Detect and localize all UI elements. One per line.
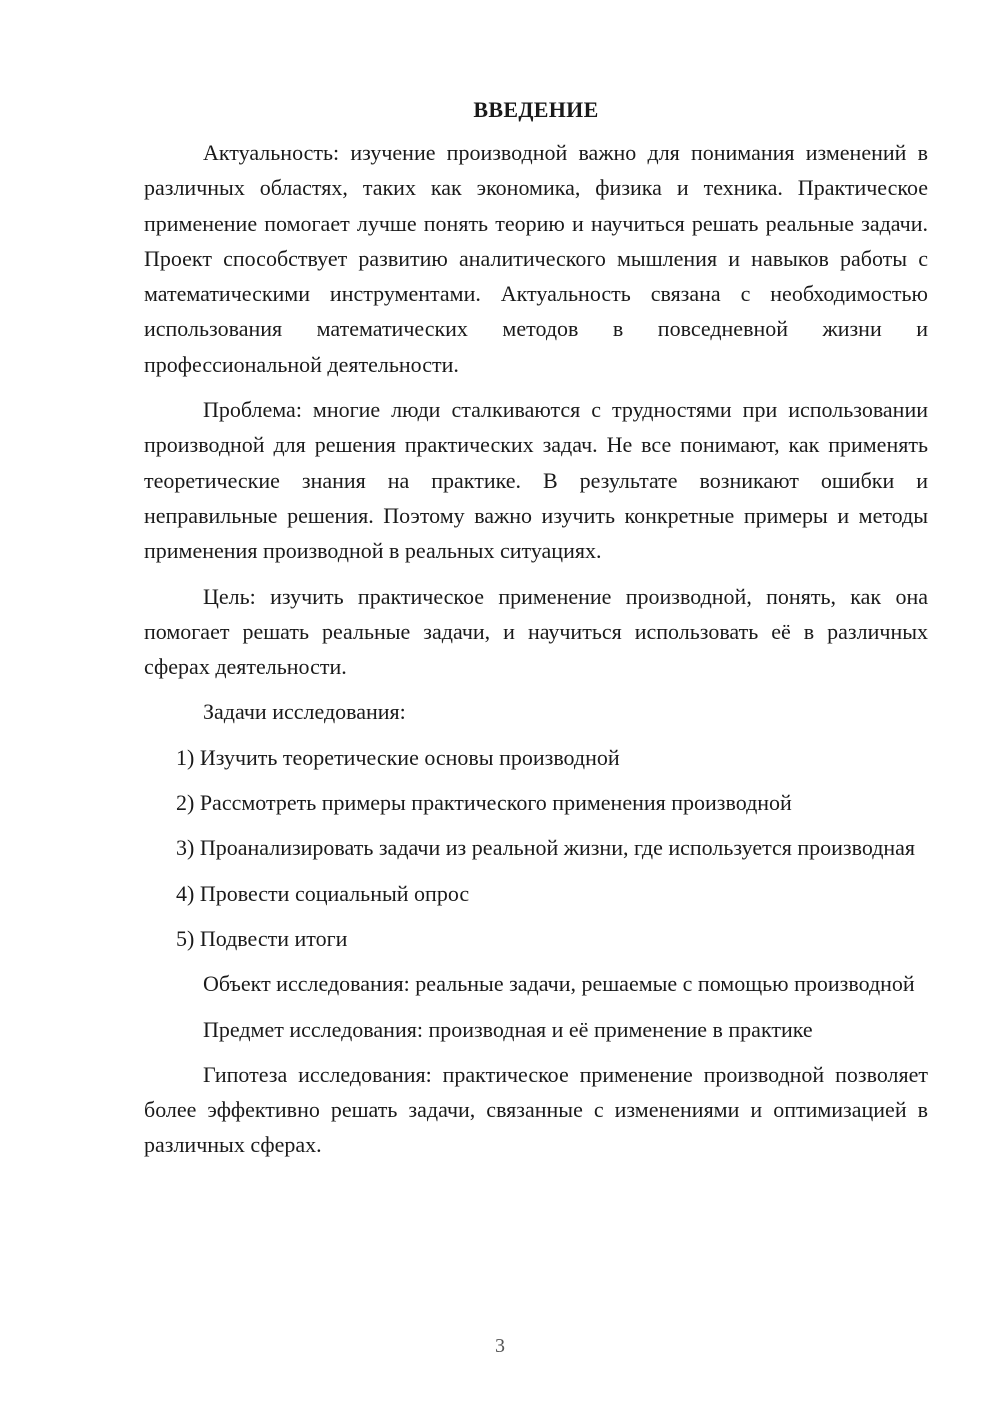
- goal-paragraph: Цель: изучить практическое применение производной, понять, как она помогает решать реальные задачи, и научиться использовать её в различных сферах деятельности.: [144, 583, 928, 680]
- list-item: 2) Рассмотреть примеры практического применения производной: [176, 790, 792, 816]
- object-paragraph: Объект исследования: реальные задачи, решаемые с помощью производной: [203, 971, 915, 997]
- list-item: 5) Подвести итоги: [176, 925, 348, 951]
- tasks-heading: Задачи исследования:: [203, 699, 406, 725]
- section-title: ВВЕДЕНИЕ: [473, 97, 599, 122]
- list-item: 4) Провести социальный опрос: [176, 880, 470, 906]
- problem-paragraph: Проблема: многие люди сталкиваются с трудностями при использовании производной для решения практических задач. Не все понимают, как применять теоретические знания на практике. В результате возникают ошибки и неправильные решения. Поэтому важно изучить конкретные примеры и методы применения производной в реальных ситуациях.: [144, 397, 928, 564]
- relevance-paragraph: Актуальность: изучение производной важно для понимания изменений в различных областях, таких как экономика, физика и техника. Практическое применение помогает лучше понять теорию и научиться решать реальные задачи. Проект способствует развитию аналитического мышления и навыков работы с математическими инструментами. Актуальность связана с необходимостью использования математических методов в повседневной жизни и профессиональной деятельности.: [144, 140, 928, 377]
- list-item: 3) Проанализировать задачи из реальной жизни, где используется производная: [176, 835, 916, 861]
- subject-paragraph: Предмет исследования: производная и её применение в практике: [203, 1016, 813, 1042]
- list-item: 1) Изучить теоретические основы производной: [176, 744, 620, 770]
- tasks-list: [144, 740, 928, 956]
- page-number: 3: [495, 1335, 505, 1357]
- hypothesis-paragraph: Гипотеза исследования: практическое применение производной позволяет более эффективно решать задачи, связанные с изменениями и оптимизацией в различных сферах.: [144, 1061, 928, 1158]
- page-content: [144, 92, 928, 1173]
